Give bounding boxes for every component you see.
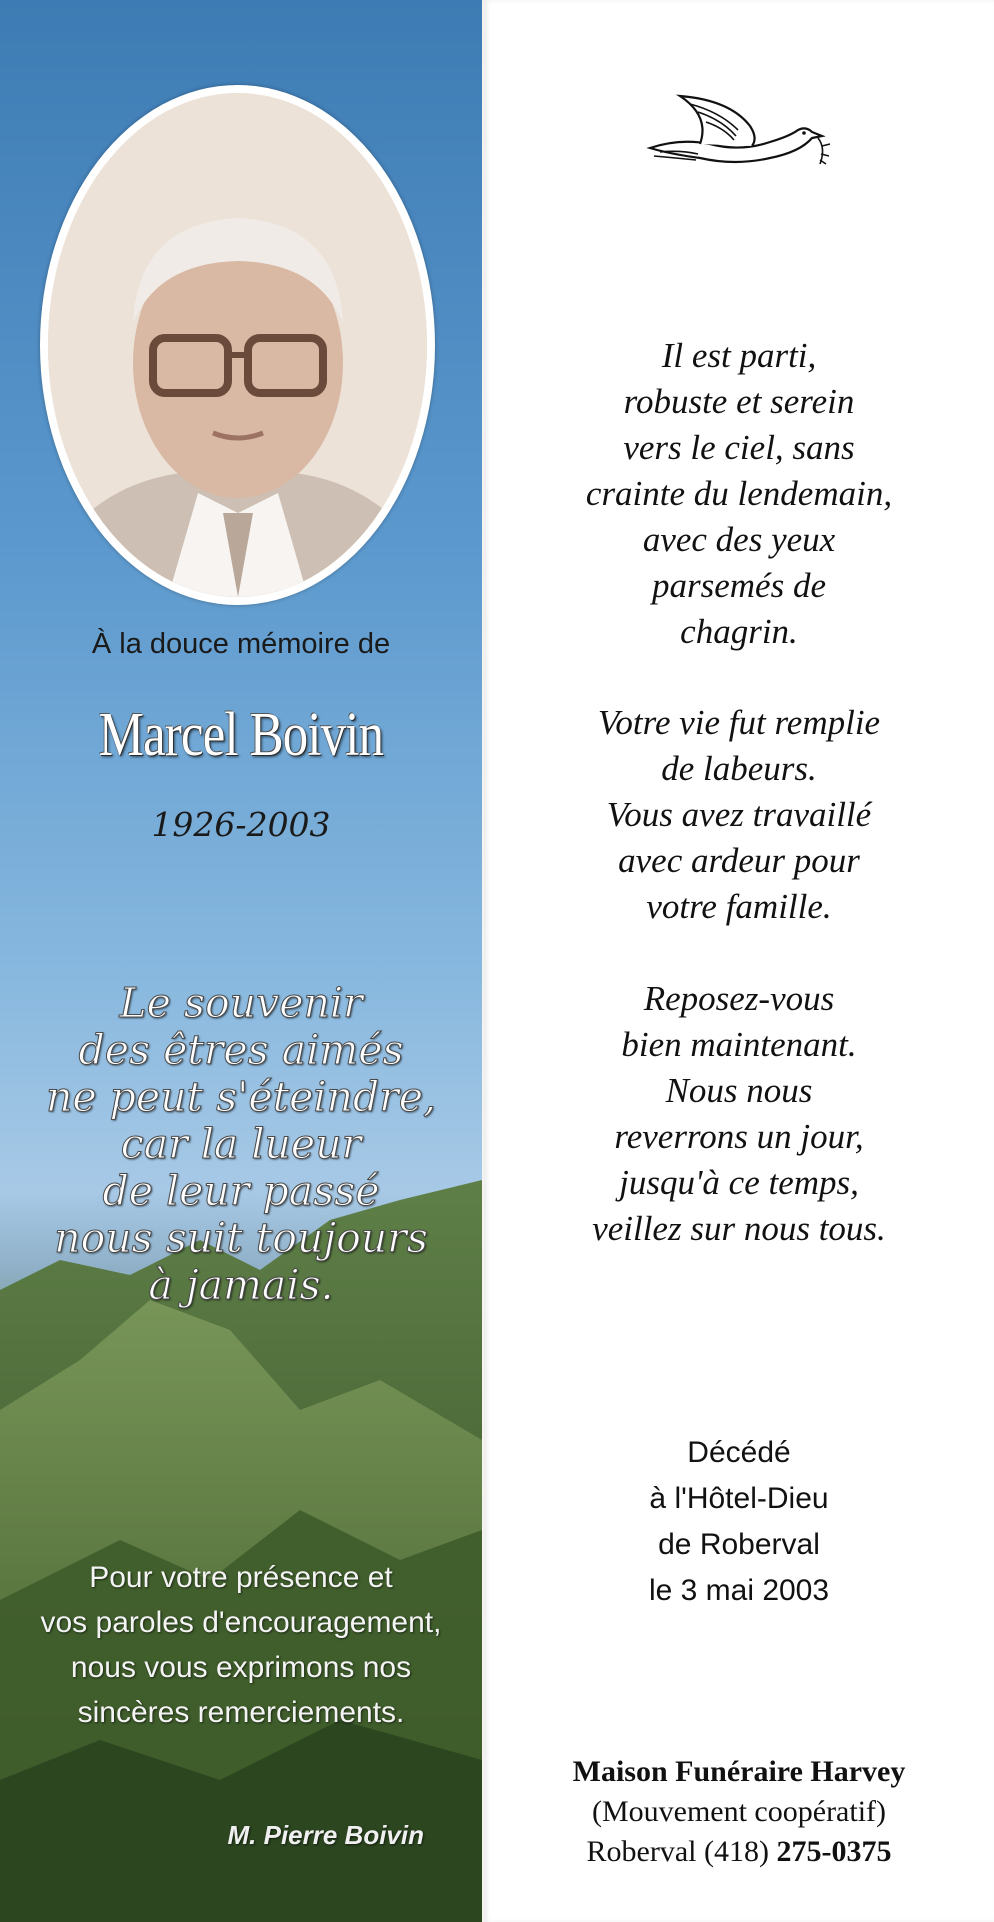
right-panel [484, 0, 994, 1922]
signature: M. Pierre Boivin [227, 1820, 424, 1850]
thanks-line: vos paroles d'encouragement, [40, 1606, 442, 1639]
funeral-home-contact [484, 1832, 994, 1872]
dove-icon [640, 86, 840, 176]
poem-stanza-1 [484, 333, 994, 655]
funeral-phone: 275-0375 [776, 1835, 892, 1868]
portrait-photo [48, 93, 427, 597]
poem-line: parsemés de [652, 566, 826, 605]
thanks-line: Pour votre présence et [89, 1561, 393, 1594]
funeral-home-sub: (Mouvement coopératif) [591, 1795, 887, 1828]
poem-stanza-2 [484, 700, 994, 930]
poem-left [0, 980, 482, 1309]
life-years: 1926-2003 [151, 805, 331, 844]
funeral-home-name: Maison Funéraire Harvey [572, 1755, 906, 1788]
death-line: de Roberval [658, 1528, 820, 1561]
death-line: Décédé [687, 1436, 791, 1469]
poem-line: nous suit toujours [54, 1214, 428, 1262]
poem-line: de leur passé [102, 1167, 380, 1215]
poem-line: avec ardeur pour [618, 841, 860, 880]
poem-line: votre famille. [646, 887, 832, 926]
poem-line: avec des yeux [642, 520, 836, 559]
poem-line: Le souvenir [119, 979, 363, 1027]
thanks-line: sincères remerciements. [77, 1696, 405, 1729]
death-line: à l'Hôtel-Dieu [649, 1482, 829, 1515]
poem-line: Vous avez travaillé [606, 795, 872, 834]
poem-line: des êtres aimés [78, 1026, 404, 1074]
funeral-home-info [484, 1752, 994, 1872]
poem-line: robuste et serein [623, 382, 855, 421]
poem-line: de labeurs. [661, 749, 817, 788]
poem-line: Nous nous [665, 1071, 813, 1110]
funeral-city: Roberval (418) [586, 1835, 769, 1868]
poem-line: reverrons un jour, [614, 1117, 864, 1156]
poem-line: veillez sur nous tous. [592, 1209, 886, 1248]
poem-line: crainte du lendemain, [585, 474, 893, 513]
poem-line: vers le ciel, sans [623, 428, 855, 467]
death-notice [484, 1430, 994, 1614]
poem-line: chagrin. [680, 612, 798, 651]
poem-stanza-3 [484, 976, 994, 1252]
poem-line: car la lueur [120, 1120, 362, 1168]
death-line: le 3 mai 2003 [648, 1574, 830, 1607]
poem-line: jusqu'à ce temps, [619, 1163, 859, 1202]
poem-line: ne peut s'éteindre, [45, 1073, 437, 1121]
left-panel [0, 0, 482, 1922]
memory-line: À la douce mémoire de [91, 628, 391, 660]
thanks-message [0, 1555, 482, 1735]
thanks-line: nous vous exprimons nos [70, 1651, 412, 1684]
poem-line: bien maintenant. [621, 1025, 857, 1064]
poem-line: Votre vie fut remplie [597, 703, 881, 742]
deceased-name: Marcel Boivin [98, 701, 384, 769]
poem-line: Reposez-vous [643, 979, 835, 1018]
poem-line: à jamais. [148, 1261, 334, 1309]
poem-line: Il est parti, [661, 336, 817, 375]
